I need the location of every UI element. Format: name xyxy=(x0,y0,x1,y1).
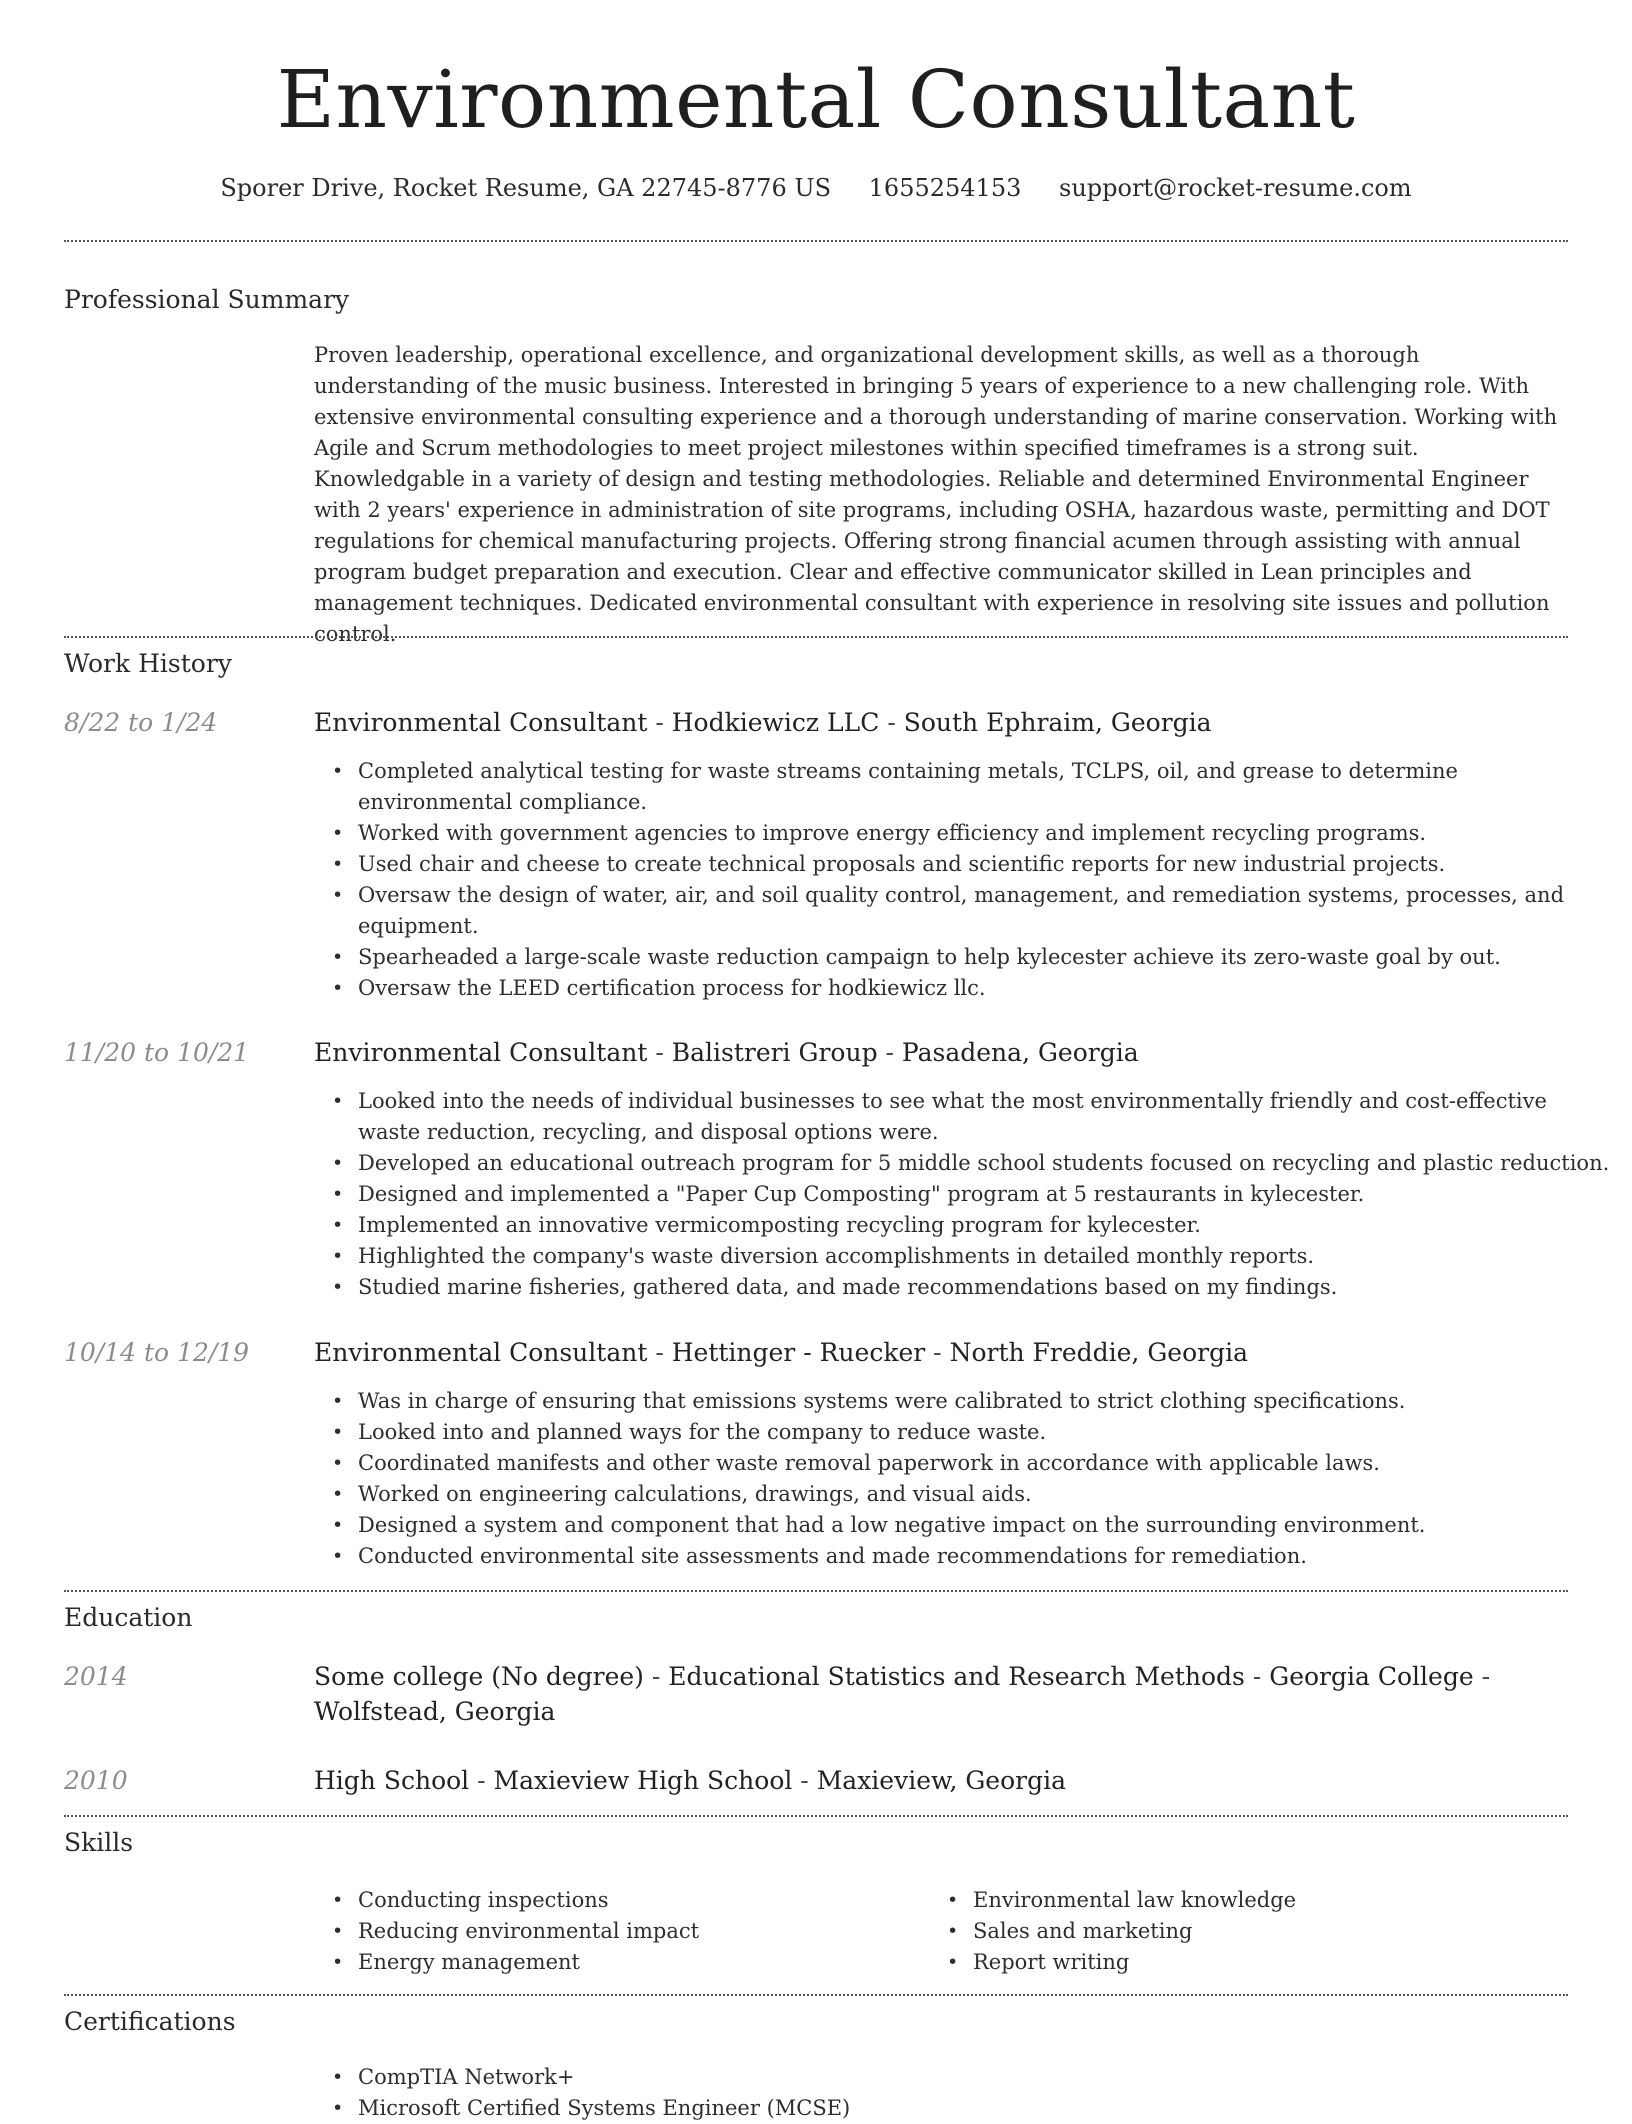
job-role: Environmental Consultant xyxy=(314,1338,648,1367)
education-location: Maxieview, Georgia xyxy=(816,1766,1067,1795)
job-bullet: • Was in charge of ensuring that emissions systems were calibrated to strict clothing specifications. xyxy=(358,1386,1614,1417)
education-year: 2010 xyxy=(64,1766,128,1795)
job-bullet: • Looked into and planned ways for the company to reduce waste. xyxy=(358,1417,1614,1448)
job-bullet: • Highlighted the company's waste diversion accomplishments in detailed monthly reports. xyxy=(358,1241,1614,1272)
summary-text: Proven leadership, operational excellence, and organizational development skills, as well as a thorough understanding of the music business. Interested in bringing 5 years of experience to a new challenging role. With extensive environmental consulting experience and a thorough understanding of marine conservation. Working with Agile and Scrum methodologies to meet project milestones within specified timeframes is a strong suit. Knowledgable in a variety of design and testing methodologies. Reliable and determined Environmental Engineer with 2 years' experience in administration of site programs, including OSHA, hazardous waste, permitting and DOT regulations for chemical manufacturing projects. Offering strong financial acumen through assisting with annual program budget preparation and execution. Clear and effective communicator skilled in Lean principles and management techniques. Dedicated environmental consultant with experience in resolving site issues and pollution control. xyxy=(314,343,1558,646)
skills-list-left xyxy=(314,1885,958,1978)
section-title-education: Education xyxy=(64,1603,193,1632)
job-location: Pasadena, Georgia xyxy=(901,1038,1139,1067)
contact-address: Sporer Drive, Rocket Resume, GA 22745-8776 US xyxy=(220,174,832,202)
job-role: Environmental Consultant xyxy=(314,1038,648,1067)
education-year: 2014 xyxy=(64,1662,128,1691)
job-role: Environmental Consultant xyxy=(314,708,648,737)
job-bullet: • Looked into the needs of individual businesses to see what the most environmentally friendly and cost-effective waste reduction, recycling, and disposal options were. xyxy=(358,1086,1614,1148)
education-location: Wolfstead, Georgia xyxy=(314,1697,556,1726)
job-dates: 8/22 to 1/24 xyxy=(64,708,218,737)
job-bullets xyxy=(314,1086,1614,1303)
job-bullets xyxy=(314,756,1614,1004)
job-location: South Ephraim, Georgia xyxy=(903,708,1212,737)
job-bullet: • Designed a system and component that had a low negative impact on the surrounding environment. xyxy=(358,1510,1614,1541)
skill-item: • Sales and marketing xyxy=(973,1916,1573,1947)
contact-line xyxy=(0,172,1632,204)
education-degree: Some college (No degree) xyxy=(314,1662,644,1691)
job-bullet: • Used chair and cheese to create technical proposals and scientific reports for new industrial projects. xyxy=(358,849,1614,880)
job-bullet: • Oversaw the design of water, air, and soil quality control, management, and remediation systems, processes, and equipment. xyxy=(358,880,1614,942)
job-location: North Freddie, Georgia xyxy=(949,1338,1248,1367)
skill-item: • Report writing xyxy=(973,1947,1573,1978)
job-bullets xyxy=(314,1386,1614,1572)
job-title: Environmental Consultant - Balistreri Group - Pasadena, Georgia xyxy=(314,1038,1139,1067)
certification-item: • Microsoft Certified Systems Engineer (MCSE) xyxy=(358,2093,1614,2124)
section-title-summary: Professional Summary xyxy=(64,285,350,314)
job-title: Environmental Consultant - Hodkiewicz LLC - South Ephraim, Georgia xyxy=(314,708,1212,737)
section-divider xyxy=(64,1590,1568,1592)
job-bullet: • Completed analytical testing for waste streams containing metals, TCLPS, oil, and grease to determine environmental compliance. xyxy=(358,756,1614,818)
job-bullet: • Conducted environmental site assessments and made recommendations for remediation. xyxy=(358,1541,1614,1572)
section-divider xyxy=(64,1815,1568,1817)
contact-phone: 1655254153 xyxy=(868,174,1022,202)
job-dates: 11/20 to 10/21 xyxy=(64,1038,250,1067)
education-field: Educational Statistics and Research Methods xyxy=(668,1662,1245,1691)
skill-item: • Energy management xyxy=(358,1947,958,1978)
resume-name: Environmental Consultant xyxy=(276,53,1356,146)
education-entry: Some college (No degree) - Educational Statistics and Research Methods - Georgia College - Wolfstead, Georgia xyxy=(314,1662,1491,1726)
job-bullet: • Coordinated manifests and other waste removal paperwork in accordance with applicable laws. xyxy=(358,1448,1614,1479)
section-divider xyxy=(64,636,1568,638)
job-bullet: • Oversaw the LEED certification process for hodkiewicz llc. xyxy=(358,973,1614,1004)
education-entry: High School - Maxieview High School - Maxieview, Georgia xyxy=(314,1766,1067,1795)
job-bullet: • Worked with government agencies to improve energy efficiency and implement recycling programs. xyxy=(358,818,1614,849)
job-title: Environmental Consultant - Hettinger - Ruecker - North Freddie, Georgia xyxy=(314,1338,1248,1367)
contact-email: support@rocket-resume.com xyxy=(1059,174,1412,202)
job-bullet: • Designed and implemented a "Paper Cup Composting" program at 5 restaurants in kylecester. xyxy=(358,1179,1614,1210)
job-bullet: • Spearheaded a large-scale waste reduction campaign to help kylecester achieve its zero-waste goal by out. xyxy=(358,942,1614,973)
job-bullet: • Developed an educational outreach program for 5 middle school students focused on recycling and plastic reduction. xyxy=(358,1148,1614,1179)
skills-list-right xyxy=(929,1885,1573,1978)
education-school: Maxieview High School xyxy=(493,1766,793,1795)
job-company: Hodkiewicz LLC xyxy=(671,708,880,737)
skill-item: • Environmental law knowledge xyxy=(973,1885,1573,1916)
job-company: Balistreri Group xyxy=(671,1038,878,1067)
skill-item: • Reducing environmental impact xyxy=(358,1916,958,1947)
job-company: Hettinger - Ruecker xyxy=(671,1338,926,1367)
job-bullet: • Implemented an innovative vermicomposting recycling program for kylecester. xyxy=(358,1210,1614,1241)
certifications-list xyxy=(314,2062,1614,2124)
job-dates: 10/14 to 12/19 xyxy=(64,1338,250,1367)
section-divider xyxy=(64,1994,1568,1996)
section-divider xyxy=(64,240,1568,242)
job-bullet: • Worked on engineering calculations, drawings, and visual aids. xyxy=(358,1479,1614,1510)
section-title-certifications: Certifications xyxy=(64,2007,236,2036)
certification-item: • CompTIA Network+ xyxy=(358,2062,1614,2093)
skill-item: • Conducting inspections xyxy=(358,1885,958,1916)
job-bullet: • Studied marine fisheries, gathered data, and made recommendations based on my findings. xyxy=(358,1272,1614,1303)
section-title-work: Work History xyxy=(64,649,232,678)
section-title-skills: Skills xyxy=(64,1828,134,1857)
education-degree: High School xyxy=(314,1766,470,1795)
education-school: Georgia College xyxy=(1269,1662,1474,1691)
